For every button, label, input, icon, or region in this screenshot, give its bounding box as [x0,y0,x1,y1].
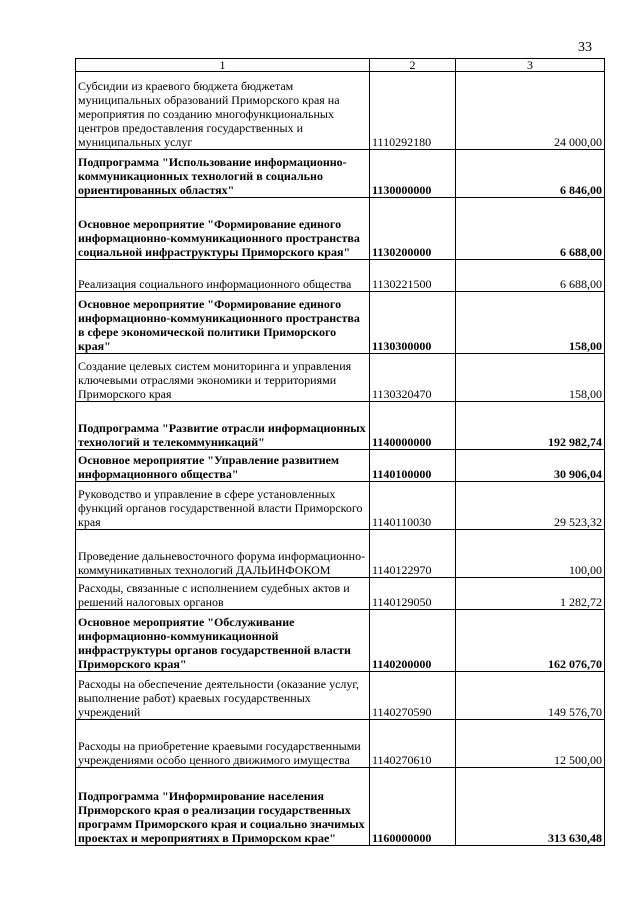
column-header-2: 2 [370,59,456,72]
row-name-cell: Подпрограмма "Использование информационно-коммуникационных технологий в социально ориентированных областях" [76,150,370,198]
row-code-cell: 1130300000 [370,292,456,354]
row-amount-cell: 1 282,72 [456,578,605,610]
row-amount-cell: 162 076,70 [456,610,605,672]
row-amount-cell: 158,00 [456,354,605,402]
row-name-cell: Подпрограмма "Развитие отрасли информационных технологий и телекоммуникаций" [76,402,370,450]
row-code-cell: 1130200000 [370,198,456,260]
row-code-cell: 1140270590 [370,672,456,720]
row-amount-cell: 313 630,48 [456,768,605,846]
row-amount-cell: 192 982,74 [456,402,605,450]
table-row [76,530,605,578]
table-row [76,672,605,720]
row-code-cell: 1140000000 [370,402,456,450]
page-number: 33 [578,40,592,55]
row-amount-cell: 100,00 [456,530,605,578]
table-row [76,768,605,846]
row-name-cell: Расходы на приобретение краевыми государственными учреждениями особо ценного движимого имущества [76,720,370,768]
table-row [76,292,605,354]
row-code-cell: 1140100000 [370,450,456,482]
row-code-cell: 1140129050 [370,578,456,610]
row-name-cell: Основное мероприятие "Формирование единого информационно-коммуникационного пространства в сфере экономической политики Приморского края" [76,292,370,354]
table-row [76,720,605,768]
row-code-cell: 1130000000 [370,150,456,198]
row-name-cell: Создание целевых систем мониторинга и управления ключевыми отраслями экономики и территориями Приморского края [76,354,370,402]
row-name-cell: Расходы, связанные с исполнением судебных актов и решений налоговых органов [76,578,370,610]
table-row [76,72,605,150]
table-row [76,482,605,530]
row-code-cell: 1140200000 [370,610,456,672]
row-code-cell: 1130221500 [370,260,456,292]
row-name-cell: Реализация социального информационного общества [76,260,370,292]
row-name-cell: Основное мероприятие "Формирование единого информационно-коммуникационного пространства социальной инфраструктуры Приморского края" [76,198,370,260]
row-amount-cell: 30 906,04 [456,450,605,482]
row-amount-cell: 149 576,70 [456,672,605,720]
row-name-cell: Основное мероприятие "Обслуживание информационно-коммуникационной инфраструктуры органов государственной власти Приморского края" [76,610,370,672]
table-header-row [76,59,605,72]
row-name-cell: Расходы на обеспечение деятельности (оказание услуг, выполнение работ) краевых государственных учреждений [76,672,370,720]
row-amount-cell: 24 000,00 [456,72,605,150]
table-row [76,198,605,260]
table-row [76,354,605,402]
row-name-cell: Руководство и управление в сфере установленных функций органов государственной власти Приморского края [76,482,370,530]
row-name-cell: Проведение дальневосточного форума информационно-коммуникативных технологий ДАЛЬИНФОКОМ [76,530,370,578]
row-amount-cell: 6 846,00 [456,150,605,198]
table-row [76,450,605,482]
row-name-cell: Субсидии из краевого бюджета бюджетам муниципальных образований Приморского края на мероприятия по созданию многофункциональных центров предоставления государственных и муниципальных услуг [76,72,370,150]
row-amount-cell: 158,00 [456,292,605,354]
table-row [76,402,605,450]
row-amount-cell: 6 688,00 [456,260,605,292]
row-amount-cell: 6 688,00 [456,198,605,260]
row-amount-cell: 12 500,00 [456,720,605,768]
table-row [76,610,605,672]
table-row [76,260,605,292]
row-code-cell: 1110292180 [370,72,456,150]
row-name-cell: Подпрограмма "Информирование населения Приморского края о реализации государственных программ Приморского края и социально значимых проектах и мероприятиях в Приморском крае" [76,768,370,846]
row-code-cell: 1140270610 [370,720,456,768]
row-amount-cell: 29 523,32 [456,482,605,530]
table-row [76,578,605,610]
row-name-cell: Основное мероприятие "Управление развитием информационного общества" [76,450,370,482]
row-code-cell: 1140110030 [370,482,456,530]
row-code-cell: 1140122970 [370,530,456,578]
table-row [76,150,605,198]
column-header-1: 1 [76,59,370,72]
column-header-3: 3 [456,59,605,72]
budget-table [75,58,605,846]
table-body [76,72,605,846]
row-code-cell: 1130320470 [370,354,456,402]
row-code-cell: 1160000000 [370,768,456,846]
